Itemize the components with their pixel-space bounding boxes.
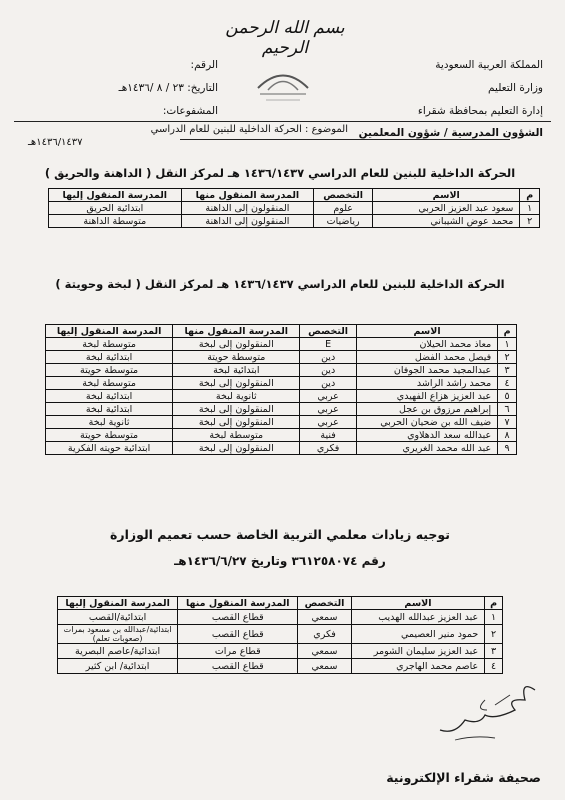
col-name-cell: محمد عوض الشيباني (373, 215, 520, 228)
section1-table (48, 188, 540, 228)
header-divider (14, 121, 551, 122)
col-name-cell: معاذ محمد الحيلان (356, 338, 497, 351)
table-row (46, 338, 517, 351)
col-name-cell: إبراهيم مرزوق بن عجل (356, 403, 497, 416)
signature (425, 680, 545, 750)
col-to-school-cell: ابتدائية لبخة (46, 403, 173, 416)
col-index-cell: ٩ (498, 442, 517, 455)
col-specialty-cell: علوم (314, 202, 373, 215)
col-from-school-cell: المنقولون إلى لبخة (173, 416, 300, 429)
col-from-school-cell: ثانوية لبخة (173, 390, 300, 403)
col-name-cell: عبدالمجيد محمد الجوفان (356, 364, 497, 377)
col-to-school-cell: متوسطة حويتة (46, 429, 173, 442)
col-from-school-cell: المنقولون إلى لبخة (173, 403, 300, 416)
col-name-cell: عاصم محمد الهاجري (351, 659, 485, 674)
col-specialty-cell: دين (300, 351, 357, 364)
ministry-line: وزارة التعليم (488, 82, 543, 94)
subject-year: ١٤٣٦/١٤٣٧هـ (28, 137, 83, 148)
section3-subtitle: رقم ٣٦١٢٥٨٠٧٤ وتاريخ ١٤٣٦/٦/٢٧هـ (174, 554, 386, 568)
col-index-cell: ٣ (498, 364, 517, 377)
col-to-school-cell: متوسطة حويتة (46, 364, 173, 377)
department-line: إدارة التعليم بمحافظة شقراء (417, 105, 543, 117)
col-from-school-cell: ابتدائية لبخة (173, 364, 300, 377)
header-right-block (368, 54, 543, 123)
col-to-school-cell: ابتدائية/عبدالله بن مسعود بمرات (صعوبات تعلم) (58, 625, 178, 644)
col-from-school-cell: قطاع القصب (178, 625, 298, 644)
table-row (58, 610, 503, 625)
col-from-school-cell: المنقولون إلى الداهنة (181, 202, 314, 215)
col-to-school-header: المدرسة المنقول إليها (58, 597, 178, 610)
section3-title: توجيه زيادات معلمي التربية الخاصة حسب تعميم الوزارة (110, 527, 450, 542)
col-index-cell: ١ (498, 338, 517, 351)
table-row (58, 659, 503, 674)
section2-table (45, 324, 517, 455)
col-name-cell: حمود منير العصيمي (351, 625, 485, 644)
ministry-logo (248, 58, 318, 108)
col-name-cell: فيصل محمد الفضل (356, 351, 497, 364)
col-name-cell: عبد الله محمد الغريري (356, 442, 497, 455)
table-row (46, 390, 517, 403)
country-line: المملكة العربية السعودية (435, 59, 543, 71)
col-from-school-cell: قطاع القصب (178, 659, 298, 674)
col-name-cell: سعود عبد العزيز الحربي (373, 202, 520, 215)
col-from-school-header: المدرسة المنقول منها (178, 597, 298, 610)
section2-title: الحركة الداخلية للبنين للعام الدراسي ١٤٣٦/١٤٣٧ هـ لمركز النقل ( لبخة وحويتة ) (55, 277, 505, 291)
col-index-cell: ٢ (520, 215, 540, 228)
col-from-school-cell: متوسطة حويتة (173, 351, 300, 364)
col-to-school-cell: متوسطة لبخة (46, 377, 173, 390)
col-name-header: الاسم (351, 597, 485, 610)
attachments-line: المشفوعات: (162, 105, 218, 117)
col-name-header: الاسم (373, 189, 520, 202)
col-specialty-header: التخصص (314, 189, 373, 202)
col-specialty-cell: عربي (300, 403, 357, 416)
col-name-cell: محمد راشد الراشد (356, 377, 497, 390)
col-from-school-header: المدرسة المنقول منها (173, 325, 300, 338)
ref-number: الرقم: (190, 59, 218, 71)
col-specialty-cell: دين (300, 364, 357, 377)
col-specialty-cell: فكري (298, 625, 351, 644)
source-watermark: صحيفة شقراء الإلكترونية (386, 770, 541, 785)
col-from-school-cell: المنقولون إلى الداهنة (181, 215, 314, 228)
col-index-cell: ١ (520, 202, 540, 215)
table-row (46, 403, 517, 416)
table-row (46, 377, 517, 390)
basmala: بسم الله الرحمن الرحيم (225, 18, 345, 58)
col-from-school-cell: المنقولون إلى لبخة (173, 338, 300, 351)
table-row (46, 351, 517, 364)
col-specialty-cell: فنية (300, 429, 357, 442)
header-left-block (58, 54, 218, 123)
col-from-school-cell: المنقولون إلى لبخة (173, 442, 300, 455)
col-index-cell: ٨ (498, 429, 517, 442)
col-index-header: م (485, 597, 503, 610)
col-to-school-cell: ابتدائية/القصب (58, 610, 178, 625)
col-from-school-header: المدرسة المنقول منها (181, 189, 314, 202)
subject-label: الموضوع : الحركة الداخلية للبنين للعام الدراسي (150, 124, 348, 135)
col-name-cell: عبد العزيز سليمان الشومر (351, 644, 485, 659)
col-specialty-header: التخصص (298, 597, 351, 610)
col-to-school-header: المدرسة المنقول إليها (49, 189, 182, 202)
col-name-cell: ضيف الله بن ضحيان الحربي (356, 416, 497, 429)
col-name-cell: عبد العزيز هزاع الفهيدي (356, 390, 497, 403)
table-row (46, 416, 517, 429)
col-specialty-cell: عربي (300, 390, 357, 403)
col-to-school-cell: ابتدائية الحريق (49, 202, 182, 215)
table-row (58, 644, 503, 659)
col-from-school-cell: متوسطة لبخة (173, 429, 300, 442)
col-index-cell: ١ (485, 610, 503, 625)
section-affairs: الشؤون المدرسية / شؤون المعلمين (358, 127, 543, 139)
date-line: التاريخ: ٢٣ / ٨ /١٤٣٦هـ (118, 82, 218, 94)
col-index-cell: ٣ (485, 644, 503, 659)
col-index-header: م (498, 325, 517, 338)
col-to-school-cell: متوسطة لبخة (46, 338, 173, 351)
col-specialty-cell: E (300, 338, 357, 351)
section1-title: الحركة الداخلية للبنين للعام الدراسي ١٤٣٦/١٤٣٧ هـ لمركز النقل ( الداهنة والحريق ) (44, 166, 516, 180)
table-row (46, 429, 517, 442)
section3-table (57, 596, 503, 674)
col-to-school-cell: ابتدائية/ ابن كثير (58, 659, 178, 674)
col-index-cell: ٧ (498, 416, 517, 429)
col-specialty-cell: فكري (300, 442, 357, 455)
col-specialty-cell: دين (300, 377, 357, 390)
col-specialty-cell: سمعي (298, 644, 351, 659)
col-index-cell: ٢ (498, 351, 517, 364)
col-specialty-cell: رياضيات (314, 215, 373, 228)
col-to-school-cell: ابتدائية حويته الفكرية (46, 442, 173, 455)
col-index-cell: ٤ (485, 659, 503, 674)
col-specialty-cell: سمعي (298, 659, 351, 674)
table-row (58, 625, 503, 644)
col-name-cell: عبد العزيز عبدالله الهديب (351, 610, 485, 625)
table-row (46, 364, 517, 377)
col-from-school-cell: قطاع مرات (178, 644, 298, 659)
subject-underline (180, 139, 510, 140)
col-name-cell: عبدالله سعد الدهلاوي (356, 429, 497, 442)
col-to-school-cell: ابتدائية لبخة (46, 351, 173, 364)
col-to-school-header: المدرسة المنقول إليها (46, 325, 173, 338)
col-to-school-cell: ثانوية لبخة (46, 416, 173, 429)
col-index-cell: ٦ (498, 403, 517, 416)
table-row (49, 202, 540, 215)
col-index-cell: ٤ (498, 377, 517, 390)
col-index-cell: ٢ (485, 625, 503, 644)
col-to-school-cell: ابتدائية/عاصم البصرية (58, 644, 178, 659)
col-from-school-cell: قطاع القصب (178, 610, 298, 625)
col-from-school-cell: المنقولون إلى لبخة (173, 377, 300, 390)
col-name-header: الاسم (356, 325, 497, 338)
table-row (46, 442, 517, 455)
col-specialty-cell: عربي (300, 416, 357, 429)
col-to-school-cell: ابتدائية لبخة (46, 390, 173, 403)
subject-block (28, 123, 348, 149)
col-index-header: م (520, 189, 540, 202)
col-specialty-cell: سمعي (298, 610, 351, 625)
col-to-school-cell: متوسطة الداهنة (49, 215, 182, 228)
table-row (49, 215, 540, 228)
col-index-cell: ٥ (498, 390, 517, 403)
col-specialty-header: التخصص (300, 325, 357, 338)
